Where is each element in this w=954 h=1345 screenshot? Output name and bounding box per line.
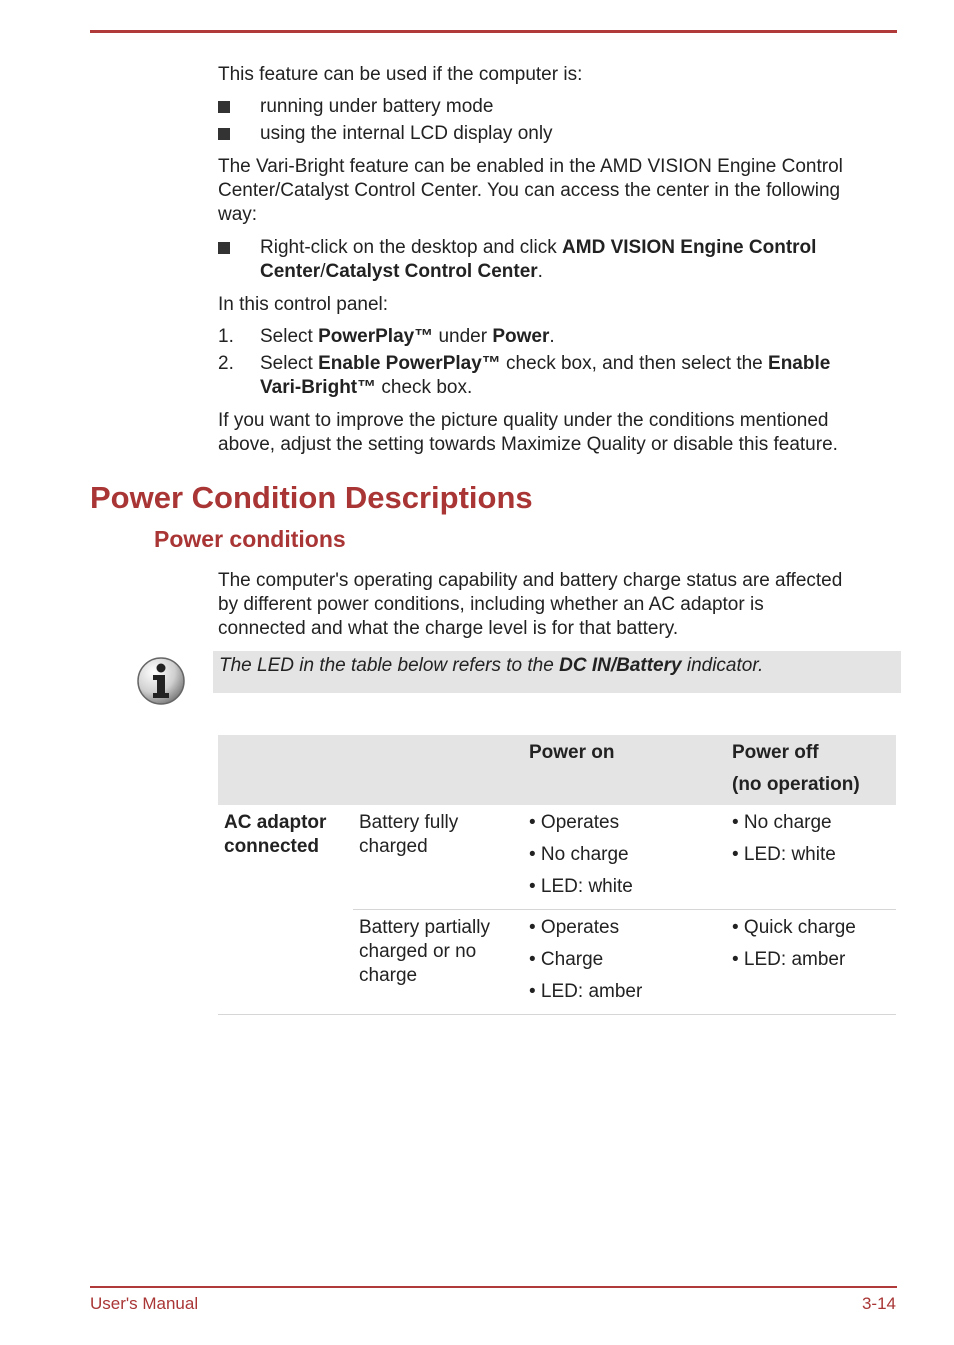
table-header-cell: Power on xyxy=(523,735,726,805)
table-row xyxy=(218,805,896,910)
note-text: The LED in the table below refers to the DC IN/Battery indicator. xyxy=(219,655,764,676)
varibright-paragraph: The Vari-Bright feature can be enabled in the AMD VISION Engine Control Center/Catalyst Control Center. You can access the center in the following way: xyxy=(218,156,843,225)
header-rule xyxy=(90,30,897,33)
table-cell: Battery partially charged or no charge xyxy=(353,910,523,1015)
row-group-label: AC adaptor connected xyxy=(218,805,353,1015)
intro-text: This feature can be used if the computer is: xyxy=(218,64,583,85)
info-icon xyxy=(136,656,186,706)
section-title: Power Condition Descriptions xyxy=(90,480,533,515)
table-cell: Battery fully charged xyxy=(353,805,523,910)
panel-intro-text: In this control panel: xyxy=(218,294,389,315)
power-conditions-table xyxy=(218,735,896,1015)
table-header-cell: Power off (no operation) xyxy=(726,735,896,805)
footer-manual-label: User's Manual xyxy=(90,1294,199,1313)
note-box xyxy=(213,651,901,693)
table-header-cell xyxy=(218,735,353,805)
subsection-title: Power conditions xyxy=(154,526,346,552)
table-cell: • Quick charge • LED: amber xyxy=(726,910,896,1015)
table-cell: • Operates • No charge • LED: white xyxy=(523,805,726,910)
conditions-paragraph: The computer's operating capability and battery charge status are affected by different power conditions, including whether an AC adaptor is connected and what the charge level is for that battery. xyxy=(218,570,843,639)
table-cell: • No charge • LED: white xyxy=(726,805,896,910)
square-bullet-icon xyxy=(218,101,230,113)
footer-rule xyxy=(90,1286,897,1288)
table-header-row xyxy=(218,735,896,805)
improve-paragraph: If you want to improve the picture quality under the conditions mentioned above, adjust the setting towards Maximize Quality or disable this feature. xyxy=(218,410,838,455)
table-cell: • Operates • Charge • LED: amber xyxy=(523,910,726,1015)
table-header-cell xyxy=(353,735,523,805)
square-bullet-icon xyxy=(218,242,230,254)
page-number: 3-14 xyxy=(861,1294,896,1313)
square-bullet-icon xyxy=(218,128,230,140)
